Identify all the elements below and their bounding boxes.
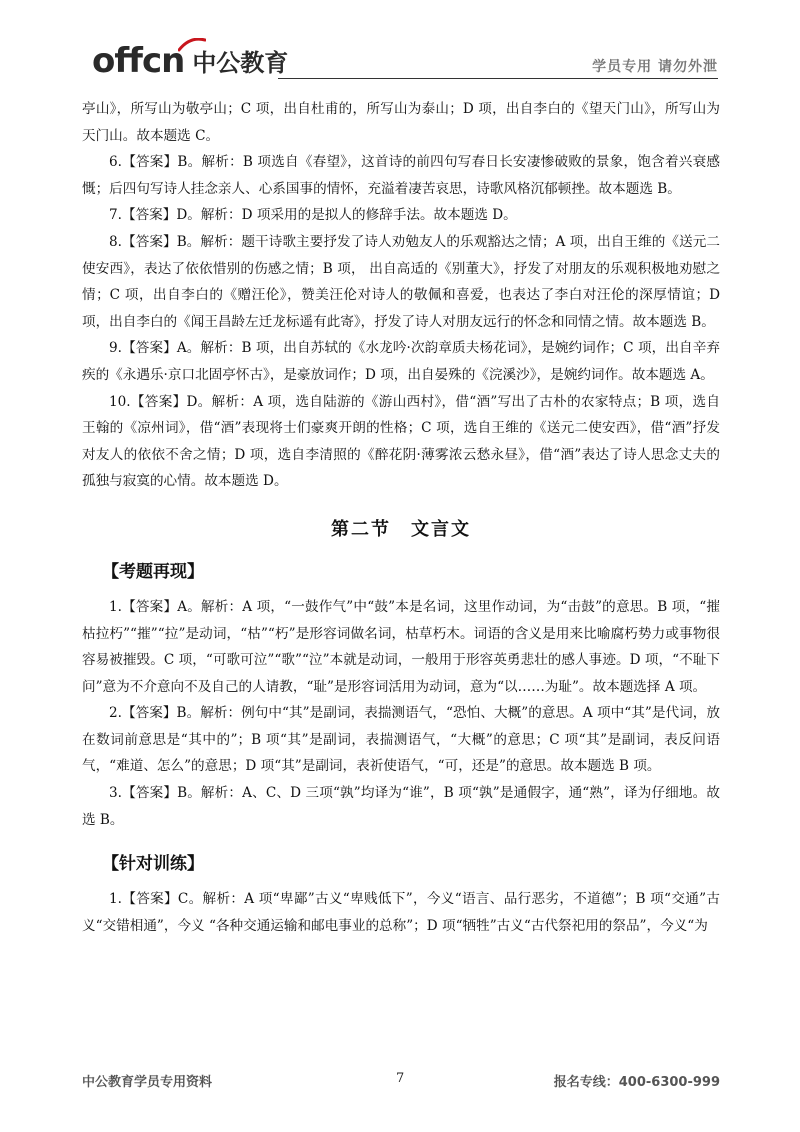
answer-paragraph: 3.【答案】B。解析：A、C、D 三项“孰”均译为“谁”，B 项“孰”是通假字，通“熟”，译为仔细地。故选 B。 <box>82 785 720 828</box>
answer-paragraph: 9.【答案】A。解析：B 项，出自苏轼的《水龙吟·次韵章质夫杨花词》，是婉约词作；C 项，出自辛弃疾的《永遇乐·京口北固亭怀古》，是豪放词作；D 项，出自晏殊的《浣溪沙》，是婉约词作。故本题选 A。 <box>82 340 720 383</box>
answer-paragraph: 2.【答案】B。解析：例句中“其”是副词，表揣测语气，“恐怕、大概”的意思。A 项中“其”是代词，放在数词前意思是“其中的”；B 项“其”是副词，表揣测语气，“大概”的意思；C 项“其”是副词，表反问语气，“难道、怎么”的意思；D 项“其”是副词，表祈使语气，“可，还是”的意思。故本题选 B 项。 <box>82 705 720 775</box>
answer-paragraph: 亭山》，所写山为敬亭山；C 项，出自杜甫的，所写山为泰山；D 项，出自李白的《望天门山》，所写山为天门山。故本题选 C。 <box>82 101 720 144</box>
section-title: 第二节 文言文 <box>331 518 471 540</box>
header-divider <box>278 78 718 79</box>
page-header <box>0 0 800 90</box>
logo-swoosh-icon <box>178 38 206 52</box>
logo-wordmark: offcn <box>92 41 185 81</box>
answer-paragraph: 8.【答案】B。解析：题干诗歌主要抒发了诗人劝勉友人的乐观豁达之情；A 项，出自王维的《送元二使安西》，表达了依依惜别的伤感之情；B 项， 出自高适的《别董大》，抒发了对朋友的乐观积极地劝慰之情；C 项，出自李白的《赠汪伦》，赞美汪伦对诗人的敬佩和喜爱，也表达了李白对汪伦的深厚情谊；D 项，出自李白的《闻王昌龄左迁龙标遥有此寄》，抒发了诗人对朋友远行的怀念和同情之情。故本题选 B。 <box>82 233 720 330</box>
answer-paragraph: 1.【答案】A。解析：A 项，“一鼓作气”中“鼓”本是名词，这里作动词，为“击鼓”的意思。B 项，“摧枯拉朽”“摧”“拉”是动词，“枯”“朽”是形容词做名词，枯草朽木。词语的含义是用来比喻腐朽势力或事物很容易被摧毁。C 项，“可歌可泣”“歌”“泣”本就是动词，一般用于形容英勇悲壮的感人事迹。D 项，“不耻下问”意为不介意向不及自己的人请教，“耻”是形容词活用为动词，意为“以……为耻”。故本题选择 A 项。 <box>82 598 720 695</box>
logo-chinese-name: 中公教育 <box>192 49 289 77</box>
subsection-title-exam-review: 【考题再现】 <box>102 561 204 582</box>
page-content <box>82 96 720 939</box>
answer-paragraph: 7.【答案】D。解析：D 项采用的是拟人的修辞手法。故本题选 D。 <box>109 207 517 224</box>
footer-material-label: 中公教育学员专用资料 <box>82 1075 213 1090</box>
subsection-title-practice: 【针对训练】 <box>102 854 204 875</box>
page-footer <box>82 1071 720 1095</box>
header-confidential-tag: 学员专用 请勿外泄 <box>592 59 718 75</box>
page-number: 7 <box>396 1071 405 1086</box>
answer-paragraph: 1.【答案】C。解析：A 项“卑鄙”古义“卑贱低下”，今义“语言、品行恶劣，不道德”；B 项“交通”古义“交错相通”，今义 “各种交通运输和邮电事业的总称”；D 项“牺牲”古义“古代祭祀用的祭品”，今义“为 <box>82 891 720 934</box>
offcn-logo <box>92 41 289 81</box>
answer-paragraph: 10.【答案】D。解析：A 项，选自陆游的《游山西村》，借“酒”写出了古朴的农家特点；B 项，选自王翰的《凉州词》，借“酒”表现将士们豪爽开朗的性格；C 项，选自王维的《送元二使安西》，借“酒”抒发对友人的依依不舍之情；D 项，选自李清照的《醉花阴·薄雾浓云愁永昼》，借“酒”表达了诗人思念丈夫的孤独与寂寞的心情。故本题选 D。 <box>82 393 720 490</box>
answer-paragraph: 6.【答案】B。解析：B 项选自《春望》，这首诗的前四句写春日长安凄惨破败的景象，饱含着兴衰感慨；后四句写诗人挂念亲人、心系国事的情怀，充溢着凄苦哀思，诗歌风格沉郁顿挫。故本题选 B。 <box>82 154 720 197</box>
footer-hotline: 报名专线：400-6300-999 <box>553 1075 720 1090</box>
